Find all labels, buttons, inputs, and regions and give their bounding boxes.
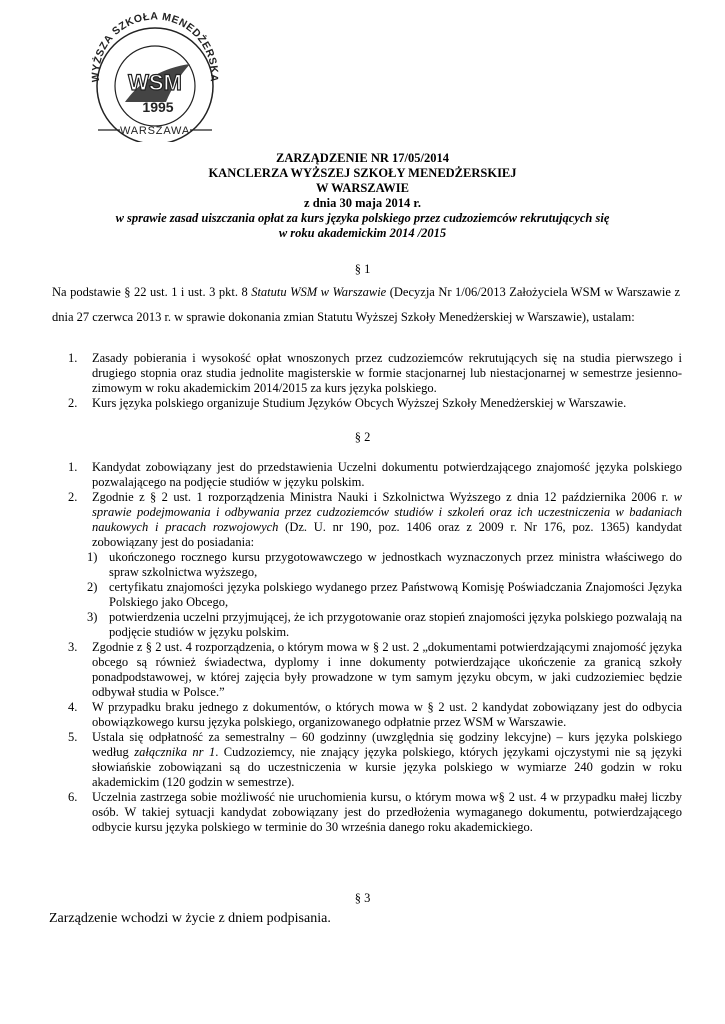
list-item — [52, 396, 682, 411]
list-item — [52, 790, 682, 835]
sub-list-item — [52, 610, 682, 640]
list-item-number: 5. — [68, 730, 78, 744]
sub-list-item-number: 1) — [87, 550, 98, 564]
section-3-text: Zarządzenie wchodzi w życie z dniem podpisania. — [49, 911, 331, 926]
section-3-mark: § 3 — [354, 891, 371, 905]
sub-list-item — [52, 550, 682, 580]
annex-reference: załącznika nr 1 — [134, 745, 216, 759]
list-item — [52, 730, 682, 790]
list-item-text: Ustala się odpłatność za semestralny – 60 godzinny (uwzględnia się godziny lekcyjne) – kurs języka polskiego według — [92, 730, 682, 759]
regulation-title: w sprawie podejmowania i odbywania przez cudzoziemców studiów i szkoleń oraz ich uczestniczenia w badaniach naukowych i pracach rozwojowych — [92, 490, 682, 534]
intro-statute-title: Statutu WSM w Warszawie — [251, 285, 387, 299]
section-1-mark: § 1 — [354, 262, 371, 276]
list-item-text: Zasady pobierania i wysokość opłat wnoszonych przez cudzoziemców rekrutujących się na studia pierwszego i drugiego stopnia oraz studia jednolite magisterskie w formie stacjonarnej lub niestacjonarnej w semestrze jesienno-zimowym w roku akademickim 2014/2015 za kurs języka polskiego. — [92, 351, 682, 395]
list-item — [52, 460, 682, 490]
list-item-number: 2. — [68, 396, 78, 410]
sub-list-item-text: ukończonego rocznego kursu przygotowawczego w jednostkach wyznaczonych przez ministra właściwego do spraw szkolnictwa wyższego, — [109, 550, 682, 579]
list-item-number: 1. — [68, 460, 78, 474]
list-item-text: Uczelnia zastrzega sobie możliwość nie uruchomienia kursu, o którym mowa w§ 2 ust. 4 w przypadku małej liczby osób. W takiej sytuacji kandydat zobowiązany jest do przedłożenia wymaganego dokumentu, potwierdzającego odbycie kursu języka polskiego w terminie do 30 września danego roku akademickiego. — [92, 790, 682, 834]
sub-list-item-text: certyfikatu znajomości języka polskiego wydanego przez Państwową Komisję Poświadczania Znajomości Języka Polskiego jako Obcego, — [109, 580, 682, 609]
section-2-mark: § 2 — [354, 430, 371, 444]
list-item-text: Kurs języka polskiego organizuje Studium Języków Obcych Wyższej Szkoły Menedżerskiej w Warszawie. — [92, 396, 627, 410]
document-header — [40, 151, 685, 241]
intro-text-a: Na podstawie § 22 ust. 1 i ust. 3 pkt. 8 — [52, 285, 252, 299]
list-item — [52, 490, 682, 550]
issuer: KANCLERZA WYŻSZEJ SZKOŁY MENEDŻERSKIEJ — [208, 166, 517, 180]
order-subject-line1: w sprawie zasad uiszczania opłat za kurs języka polskiego przez cudzoziemców rekrutujących się — [115, 211, 610, 225]
list-item-number: 6. — [68, 790, 78, 804]
logo-city: WARSZAWA — [120, 125, 190, 137]
list-item — [52, 640, 682, 700]
list-item-text: Kandydat zobowiązany jest do przedstawienia Uczelni dokumentu potwierdzającego znajomość języka polskiego pozwalającego na podjęcie studiów w języku polskim. — [92, 460, 682, 489]
section-1-list — [52, 351, 682, 411]
order-number: ZARZĄDZENIE NR 17/05/2014 — [276, 151, 449, 165]
list-item — [52, 351, 682, 396]
wsm-logo — [78, 12, 230, 142]
list-item-text: W przypadku braku jednego z dokumentów, o których mowa w § 2 ust. 2 kandydat zobowiązany jest do odbycia obowiązkowego kursu języka polskiego, organizowanego odpłatnie przez WSM w Warszawie. — [92, 700, 682, 729]
list-item-text: (Dz. U. nr 190, poz. 1406 oraz z 2009 r. Nr 176, poz. 1365) kandydat zobowiązany jest do posiadania: — [92, 520, 682, 549]
wsm-logo-graphic — [78, 12, 230, 142]
list-item-number: 4. — [68, 700, 78, 714]
sub-list-item — [52, 580, 682, 610]
list-item-text: Zgodnie z § 2 ust. 1 rozporządzenia Ministra Nauki i Szkolnictwa Wyższego z dnia 12 października 2006 r. — [92, 490, 674, 504]
order-date: z dnia 30 maja 2014 r. — [304, 196, 421, 210]
list-item — [52, 700, 682, 730]
issuer-city: W WARSZAWIE — [316, 181, 409, 195]
section-1-intro — [52, 280, 680, 330]
list-item-number: 1. — [68, 351, 78, 365]
list-item-number: 3. — [68, 640, 78, 654]
logo-ring-text: WYŻSZA SZKOŁA MENEDŻERSKA — [89, 12, 221, 83]
sub-list-item-number: 3) — [87, 610, 98, 624]
list-item-text: Zgodnie z § 2 ust. 4 rozporządzenia, o którym mowa w § 2 ust. 2 „dokumentami potwierdzającymi znajomość języka obcego są również świadectwa, dyplomy i inne dokumenty potwierdzające ukończenie za granicą szkoły ponadpodstawowej, w której zajęcia były prowadzone w tym samym języku obcym, w jaki cudzoziemiec będzie odbywał studia w Polsce.” — [92, 640, 682, 699]
section-2-list — [52, 460, 682, 835]
list-item-text: . Cudzoziemcy, nie znający języka polskiego, których językami ojczystymi nie są języki słowiańskie zobowiązani są do uczestniczenia w kursie języka polskiego w wymiarze 240 godzin w roku akademickim (120 godzin w semestrze). — [92, 745, 682, 789]
sub-list-item-number: 2) — [87, 580, 98, 594]
logo-year: 1995 — [142, 99, 174, 115]
intro-text-b: (Decyzja Nr 1/06/2013 Założyciela WSM w Warszawie z dnia 27 czerwca 2013 r. w sprawie dokonania zmian Statutu Wyższej Szkoły Menedżerskiej w Warszawie), ustalam: — [52, 285, 680, 324]
order-subject-line2: w roku akademickim 2014 /2015 — [278, 226, 447, 240]
sub-list-item-text: potwierdzenia uczelni przyjmującej, że ich przygotowanie oraz stopień znajomości języka polskiego pozwalają na podjęcie studiów w języku polskim. — [109, 610, 682, 639]
list-item-number: 2. — [68, 490, 78, 504]
logo-initials: WSM — [128, 70, 182, 95]
